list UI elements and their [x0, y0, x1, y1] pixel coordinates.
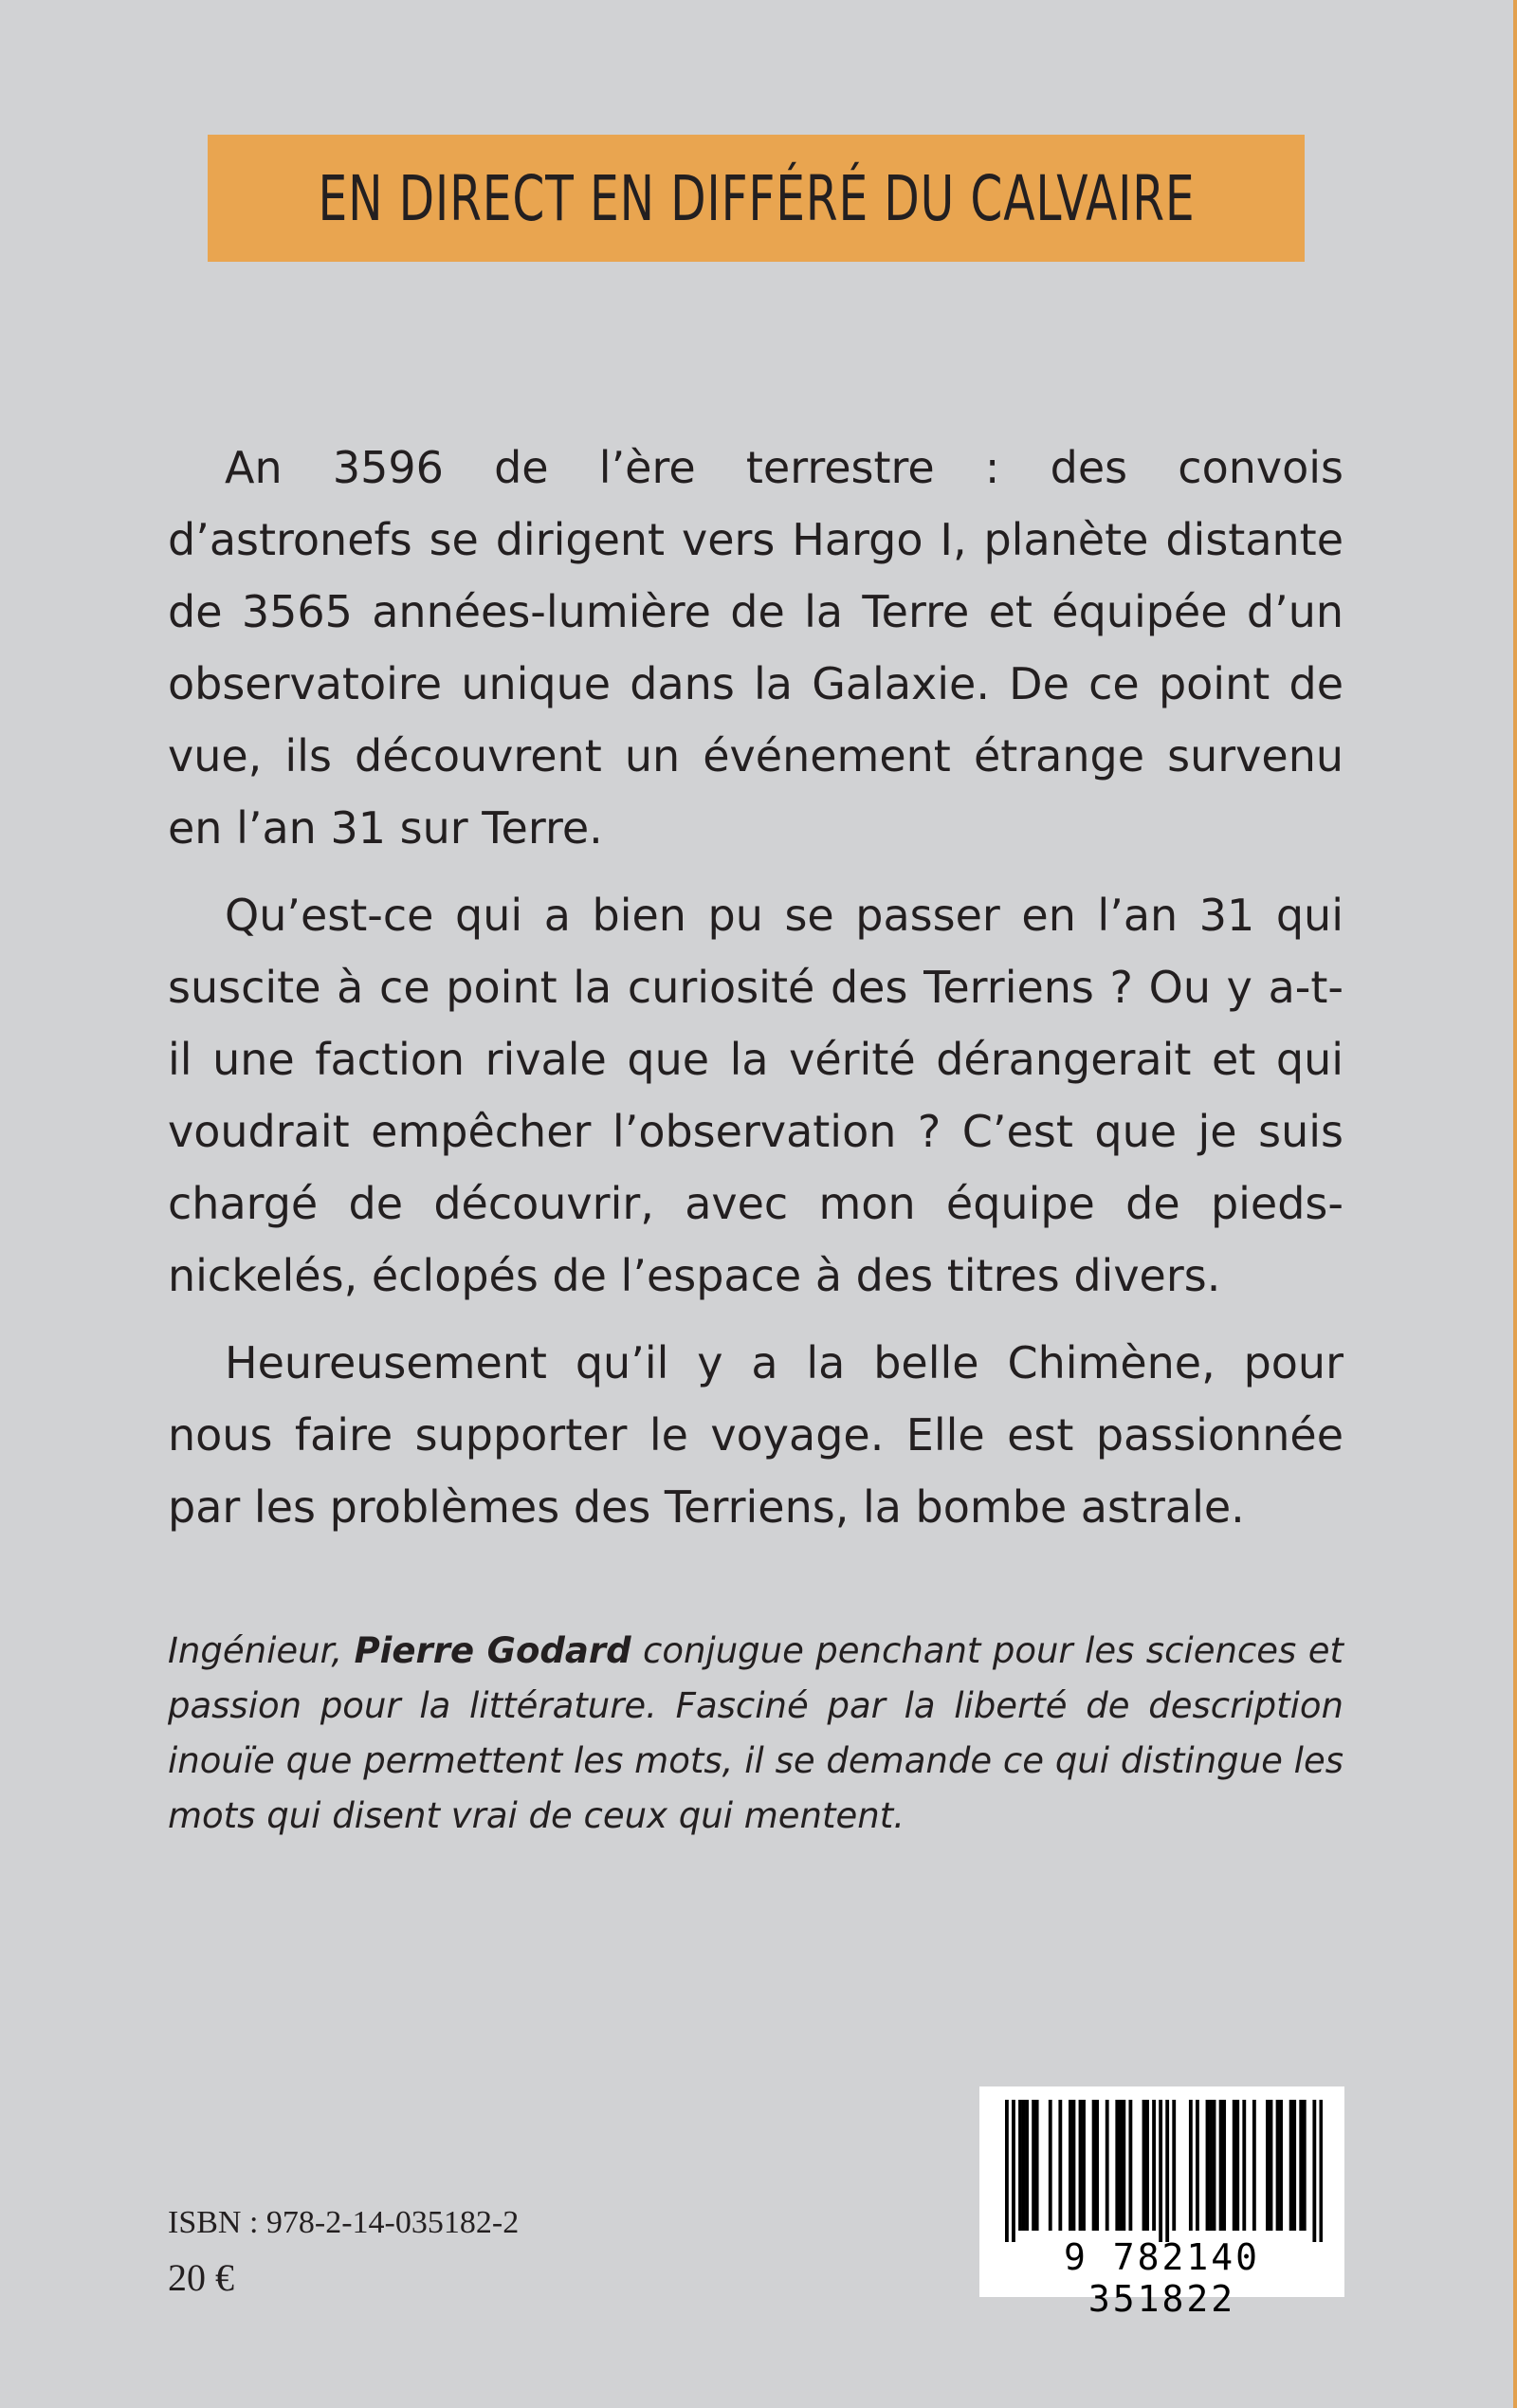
book-title: EN DIRECT EN DIFFÉRÉ DU CALVAIRE [318, 161, 1195, 235]
barcode-bar [1058, 2100, 1062, 2231]
barcode-bar [1172, 2100, 1176, 2231]
barcode-bar [1022, 2100, 1026, 2231]
barcode-bar [1319, 2100, 1323, 2242]
barcode-bar [1276, 2100, 1280, 2231]
barcode-bar [1032, 2100, 1035, 2231]
barcode-bar [1206, 2100, 1210, 2231]
barcode-bars [1005, 2100, 1323, 2242]
barcode-bar [1222, 2100, 1226, 2231]
barcode-bar [1152, 2100, 1156, 2231]
barcode-bar [1209, 2100, 1213, 2231]
barcode-bar [1235, 2100, 1239, 2231]
barcode-bar [1095, 2100, 1099, 2231]
barcode-bar [1196, 2100, 1199, 2231]
blurb-paragraph-3: Heureusement qu’il y a la belle Chimène, pour nous faire supporter le voyage. Elle est passionnée par les problèmes des Terriens, la bombe astrale. [168, 1337, 1343, 1533]
barcode [979, 2086, 1344, 2320]
barcode-bar [1106, 2100, 1109, 2231]
barcode-bar [1005, 2100, 1009, 2242]
isbn-label: ISBN : 978-2-14-035182-2 [168, 2205, 520, 2240]
barcode-bar [1303, 2100, 1307, 2231]
barcode-bar [1299, 2100, 1303, 2231]
barcode-bar [1292, 2100, 1296, 2231]
bio-intro: Ingénieur, [168, 1630, 355, 1671]
barcode-bar [1145, 2100, 1149, 2231]
back-cover-blurb [168, 432, 1343, 1558]
barcode-bar [1122, 2100, 1125, 2231]
author-bio [168, 1624, 1343, 1844]
barcode-bar [1213, 2100, 1216, 2231]
barcode-bar [1279, 2100, 1283, 2231]
barcode-bar [1025, 2100, 1029, 2231]
price-label: 20 € [168, 2256, 234, 2299]
blurb-paragraph-2: Qu’est-ce qui a bien pu se passer en l’an 31 qui suscite à ce point la curiosité des Terriens ? Ou y a-t-il une faction rivale que la vérité dérangerait et qui voudrait empêcher l’observation ? C’est que je suis chargé de découvrir, avec mon équipe de pieds-nickelés, éclopés de l’espace à des titres divers. [168, 890, 1343, 1301]
barcode-bar [1115, 2100, 1119, 2231]
barcode-bar [1189, 2100, 1193, 2231]
barcode-bar [1289, 2100, 1293, 2231]
barcode-bar [1035, 2100, 1039, 2231]
barcode-bar [1119, 2100, 1123, 2231]
barcode-bar [1233, 2100, 1236, 2231]
barcode-bar [1242, 2100, 1246, 2231]
barcode-bar [1082, 2100, 1086, 2231]
barcode-bar [1165, 2100, 1169, 2242]
barcode-bar [1252, 2100, 1256, 2231]
barcode-bar [1142, 2100, 1146, 2231]
barcode-bar [1018, 2100, 1022, 2231]
barcode-bar [1312, 2100, 1316, 2242]
barcode-bar [1219, 2100, 1223, 2231]
barcode-bar [1072, 2100, 1076, 2231]
title-band [208, 135, 1305, 262]
spine-edge [1513, 0, 1517, 2408]
bio-text: conjugue penchant pour les sciences et passion pour la littérature. Fasciné par la liberté de description inouïe que permettent les mots, il se demande ce qui distingue les mots qui disent vrai de ceux qui mentent. [168, 1630, 1343, 1836]
barcode-bar [1159, 2100, 1162, 2242]
barcode-bar [1012, 2100, 1015, 2242]
barcode-bar [1069, 2100, 1072, 2231]
barcode-digits: 9 782140 351822 [1063, 2236, 1261, 2320]
blurb-paragraph-1: An 3596 de l’ère terrestre : des convois d’astronefs se dirigent vers Hargo I, planète distante de 3565 années-lumière de la Terre et équipée d’un observatoire unique dans la Galaxie. De ce point de vue, ils découvrent un événement étrange survenu en l’an 31 sur Terre. [168, 442, 1343, 854]
barcode-bar [1128, 2100, 1132, 2231]
barcode-bar [1049, 2100, 1052, 2231]
author-name: Pierre Godard [354, 1630, 631, 1671]
barcode-bar [1079, 2100, 1083, 2231]
barcode-bar [1266, 2100, 1270, 2231]
barcode-bar [1092, 2100, 1096, 2231]
barcode-bar [1270, 2100, 1273, 2231]
